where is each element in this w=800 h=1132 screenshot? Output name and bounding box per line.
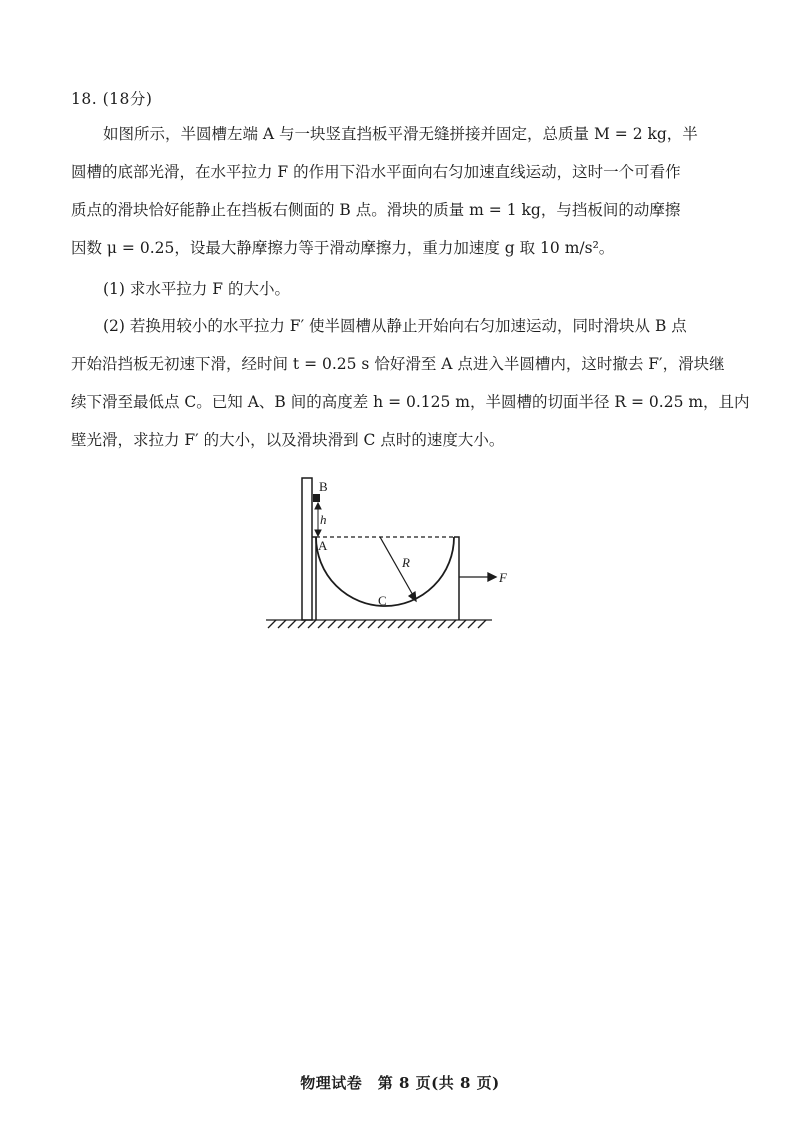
radius-r-arrow — [380, 537, 416, 601]
label-a: A — [318, 538, 328, 553]
label-f: F — [499, 570, 507, 585]
question-number: 18. (18分) — [71, 90, 153, 108]
baffle-plate — [302, 478, 312, 620]
question-text-line: 圆槽的底部光滑，在水平拉力 F 的作用下沿水平面向右匀加速直线运动，这时一个可看作 — [71, 163, 681, 181]
ground — [266, 620, 492, 628]
question-text-line: 质点的滑块恰好能静止在挡板右侧面的 B 点。滑块的质量 m = 1 kg，与挡板间的动摩擦 — [71, 201, 681, 219]
physics-diagram — [262, 470, 522, 640]
label-c: C — [378, 593, 387, 608]
question-text-line: 如图所示，半圆槽左端 A 与一块竖直挡板平滑无缝拼接并固定，总质量 M = 2 kg，半 — [103, 125, 698, 143]
slider-block — [313, 494, 320, 502]
label-r: R — [402, 555, 410, 570]
page-footer: 物理试卷 第 8 页(共 8 页) — [300, 1074, 500, 1092]
label-b: B — [319, 479, 328, 494]
sub-question-2: (2) 若换用较小的水平拉力 F′ 使半圆槽从静止开始向右匀加速运动，同时滑块从 B 点 — [103, 317, 687, 335]
label-h: h — [320, 512, 327, 527]
question-text-line: 壁光滑，求拉力 F′ 的大小，以及滑块滑到 C 点时的速度大小。 — [71, 431, 505, 449]
question-text-line: 开始沿挡板无初速下滑，经时间 t = 0.25 s 恰好滑至 A 点进入半圆槽内，这时撤去 F′，滑块继 — [71, 355, 725, 373]
question-text-line: 因数 μ = 0.25，设最大静摩擦力等于滑动摩擦力，重力加速度 g 取 10 m/s²。 — [71, 239, 615, 257]
question-text-line: 续下滑至最低点 C。已知 A、B 间的高度差 h = 0.125 m，半圆槽的切面半径 R = 0.25 m，且内 — [71, 393, 750, 411]
sub-question-1: (1) 求水平拉力 F 的大小。 — [103, 280, 290, 298]
force-f-arrow — [459, 573, 496, 581]
